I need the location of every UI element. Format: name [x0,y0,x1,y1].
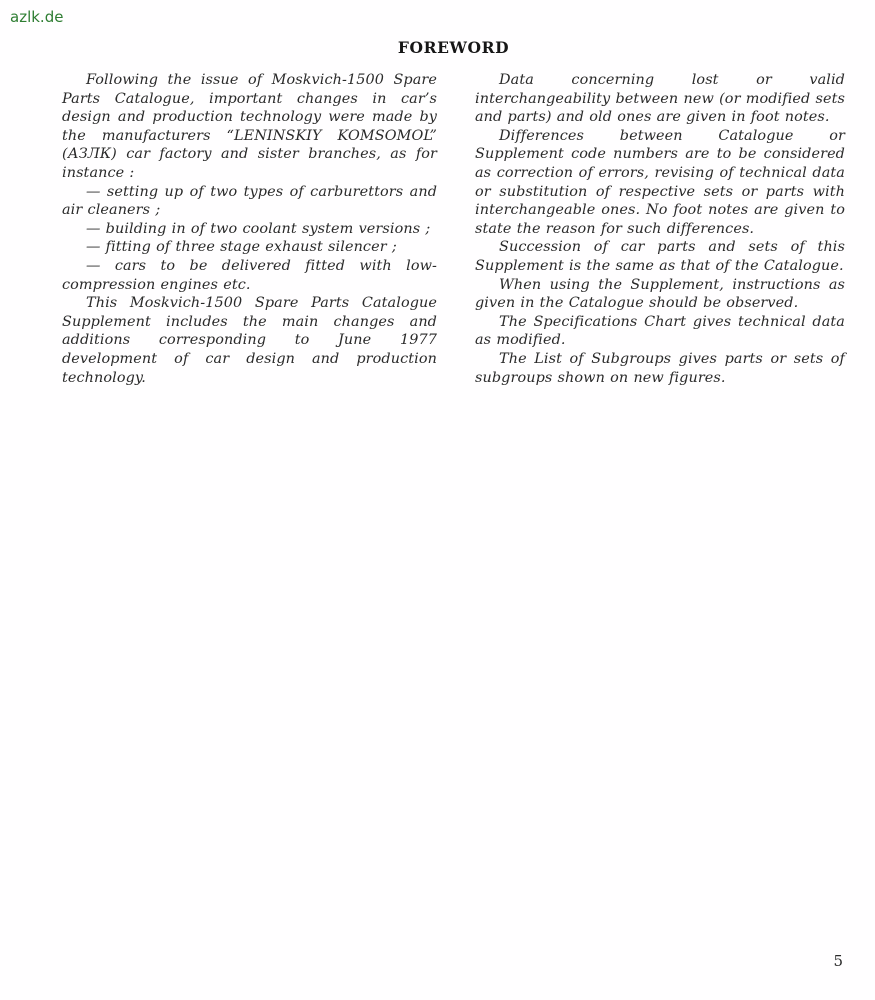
right-column [475,71,845,387]
paragraph: — setting up of two types of carburettors and air cleaners ; [62,183,437,219]
paragraph: — fitting of three stage exhaust silencer ; [86,239,397,256]
paragraph: Succession of car parts and sets of this Supplement is the same as that of the Catalogue. [475,239,845,274]
text-columns [62,71,845,387]
page-number: 5 [833,952,843,970]
left-column [62,71,437,387]
paragraph: When using the Supplement, instructions as given in the Catalogue should be observed. [475,276,845,312]
paragraph: Differences between Catalogue or Supplement code numbers are to be considered as correction of errors, revising of technical data or substitution of respective sets or parts with interchangeable ones. No foot notes are given to state the reason for such differences. [475,127,845,237]
paragraph: — cars to be delivered fitted with low-compression engines etc. [62,257,437,293]
paragraph: Following the issue of Moskvich-1500 Spare Parts Catalogue, important changes in car’s design and production technology were made by the manufacturers “LENINSKIY KOMSOMOL” (АЗЛК) car factory and sister branches, as for instance : [62,72,437,181]
paragraph: Data concerning lost or valid interchangeability between new (or modified sets and parts) and old ones are given in foot notes. [475,72,845,126]
watermark-link[interactable]: azlk.de [10,8,64,26]
paragraph: The Specifications Chart gives technical data as modified. [475,313,845,349]
paragraph: — building in of two coolant system versions ; [86,220,431,237]
page-title: FOREWORD [397,38,510,57]
paragraph: This Moskvich-1500 Spare Parts Catalogue Supplement includes the main changes and additions corresponding to June 1977 development of car design and production technology. [62,295,437,386]
paragraph: The List of Subgroups gives parts or sets of subgroups shown on new figures. [475,350,845,386]
